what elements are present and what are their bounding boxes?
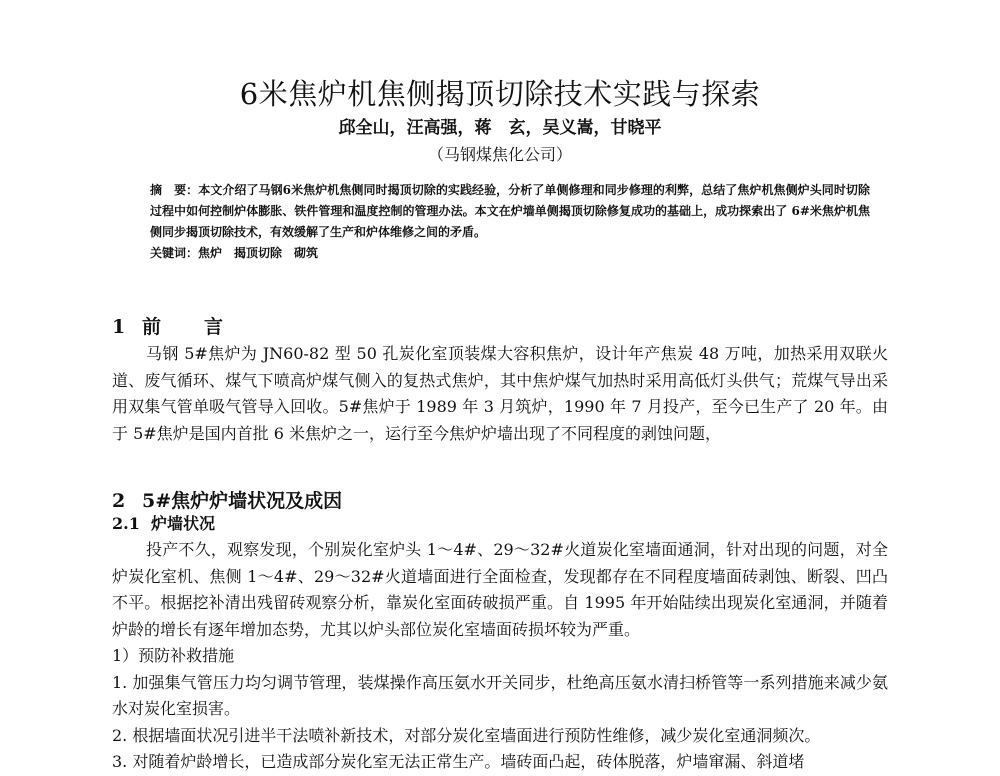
measures-title: 1）预防补救措施 — [112, 646, 235, 665]
subsection-2-1-paragraph: 投产不久，观察发现，个别炭化室炉头 1～4#、29～32#火道炭化室墙面通洞，针对出现的问题，对全炉炭化室机、焦侧 1～4#、29～32#火道墙面进行全面检查，发现都存在不同程度墙面砖剥蚀、断裂、凹凸不平。根据挖补清出残留砖观察分析，靠炭化室面砖破损严重。自 1995 年开始陆续出现炭化室通洞，并随着炉龄的增长有逐年增加态势，尤其以炉头部位炭化室墙面砖损坏较为严重。 — [112, 540, 888, 639]
keywords-line — [150, 243, 870, 264]
abstract-label: 摘 要： — [150, 183, 199, 197]
measure-item: 3. 对随着炉龄增长，已造成部分炭化室无法正常生产。墙砖面凸起，砖体脱落，炉墙窜漏、斜道堵 — [112, 752, 805, 771]
section-1-title: 前 言 — [142, 316, 236, 338]
section-1-heading — [112, 314, 235, 340]
subsection-2-1-number: 2.1 — [112, 514, 140, 533]
abstract-text: 本文介绍了马钢6米焦炉机焦侧同时揭顶切除的实践经验，分析了单侧修理和同步修理的利弊，总结了焦炉机焦侧炉头同时切除过程中如何控制炉体膨胀、铁件管理和温度控制的管理办法。本文在炉墙单侧揭顶切除修复成功的基础上，成功探索出了 6#米焦炉机焦侧同步揭顶切除技术，有效缓解了生产和炉体维修之间的矛盾。 — [150, 183, 870, 239]
subsection-2-1-title: 炉墙状况 — [150, 514, 215, 533]
section-2-heading — [112, 488, 342, 514]
section-2-body — [112, 537, 888, 776]
keywords-text: 焦炉 揭顶切除 砌筑 — [198, 246, 319, 260]
section-1-paragraph: 马钢 5#焦炉为 JN60-82 型 50 孔炭化室顶装煤大容积焦炉，设计年产焦炭 48 万吨，加热采用双联火道、废气循环、煤气下喷高炉煤气侧入的复热式焦炉，其中焦炉煤气加热时采用高低灯头供气；荒煤气导出采用双集气管单吸气管导入回收。5#焦炉于 1989 年 3 月筑炉，1990 年 7 月投产，至今已生产了 20 年。由于 5#焦炉是国内首批 6 米焦炉之一，运行至今焦炉炉墙出现了不同程度的剥蚀问题， — [112, 344, 888, 443]
section-2-number: 2 — [112, 490, 126, 512]
abstract-paragraph — [150, 180, 870, 243]
section-1-body — [112, 341, 888, 447]
measure-item: 1. 加强集气管压力均匀调节管理，装煤操作高压氨水开关同步，杜绝高压氨水清扫桥管等一系列措施来减少氨水对炭化室损害。 — [112, 672, 888, 718]
section-1-number: 1 — [112, 316, 126, 338]
affiliation: （马钢煤焦化公司） — [427, 145, 572, 164]
author-list: 邱全山，汪高强，蒋 玄，吴义嵩，甘晓平 — [338, 118, 662, 138]
subsection-2-1-heading — [112, 513, 215, 535]
keywords-label: 关键词： — [150, 246, 199, 260]
measure-item: 2. 根据墙面状况引进半干法喷补新技术，对部分炭化室墙面进行预防性维修，减少炭化室通洞频次。 — [112, 725, 821, 745]
abstract-block — [150, 180, 870, 264]
section-2-title: 5#焦炉炉墙状况及成因 — [142, 490, 343, 512]
paper-title: 6米焦炉机焦侧揭顶切除技术实践与探索 — [239, 77, 761, 111]
